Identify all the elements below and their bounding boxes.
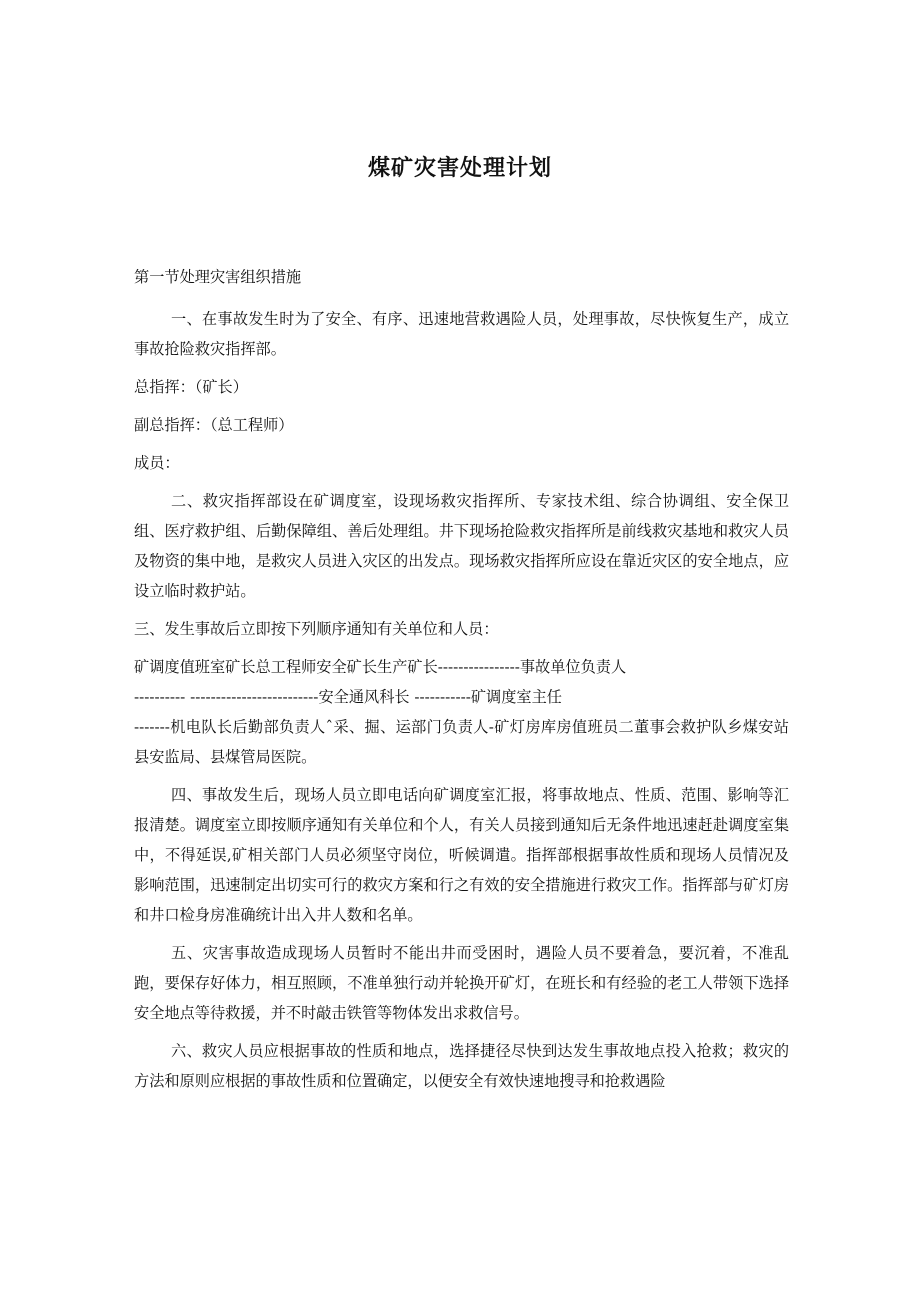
paragraph-1: 一、在事故发生时为了安全、有序、迅速地营救遇险人员，处理事故，尽快恢复生产，成立事故抢险救灾指挥部。 <box>134 310 789 358</box>
paragraph-5: 五、灾害事故造成现场人员暂时不能出井而受困时，遇险人员不要着急，要沉着，不准乱跑，要保存好体力，相互照顾，不准单独行动并轮换开矿灯，在班长和有经验的老工人带领下选择安全地点等待救援，并不时敲击铁管等物体发出求救信号。 <box>134 944 789 1022</box>
section-heading: 第一节处理灾害组织措施 <box>134 268 302 286</box>
paragraph-6: 六、救灾人员应根据事故的性质和地点，选择捷径尽快到达发生事故地点投入抢救；救灾的方法和原则应根据的事故性质和位置确定，以便安全有效快速地搜寻和抢救遇险 <box>134 1042 789 1090</box>
deputy-commander-line: 副总指挥：（总工程师） <box>134 416 294 434</box>
notification-line-1: 矿调度值班室矿长总工程师安全矿长生产矿长----------------事故单位负责人 <box>134 658 627 676</box>
paragraph-2: 二、救灾指挥部设在矿调度室，设现场救灾指挥所、专家技术组、综合协调组、安全保卫组、医疗救护组、后勤保障组、善后处理组。井下现场抢险救灾指挥所是前线救灾基地和救灾人员及物资的集中地，是救灾人员进入灾区的出发点。现场救灾指挥所应设在靠近灾区的安全地点，应设立临时救护站。 <box>134 492 789 600</box>
members-line: 成员： <box>134 454 180 472</box>
document-title: 煤矿灾害处理计划 <box>367 156 552 181</box>
document-body <box>134 262 789 1104</box>
commander-line: 总指挥：（矿长） <box>134 378 248 396</box>
paragraph-3: 三、发生事故后立即按下列顺序通知有关单位和人员： <box>134 620 499 638</box>
notification-line-3: -------机电队长后勤部负责人ˆ采、掘、运部门负责人-矿灯房库房值班员二董事会救护队乡煤安站县安监局、县煤管局医院。 <box>134 718 789 766</box>
notification-line-2: ---------- -------------------------安全通风科长 -----------矿调度室主任 <box>134 688 562 706</box>
paragraph-4: 四、事故发生后，现场人员立即电话向矿调度室汇报，将事故地点、性质、范围、影响等汇报清楚。调度室立即按顺序通知有关单位和个人，有关人员接到通知后无条件地迅速赶赴调度室集中，不得延误,矿相关部门人员必须坚守岗位，听候调遣。指挥部根据事故性质和现场人员情况及影响范围，迅速制定出切实可行的救灾方案和行之有效的安全措施进行救灾工作。指挥部与矿灯房和井口检身房准确统计出入井人数和名单。 <box>134 786 789 924</box>
